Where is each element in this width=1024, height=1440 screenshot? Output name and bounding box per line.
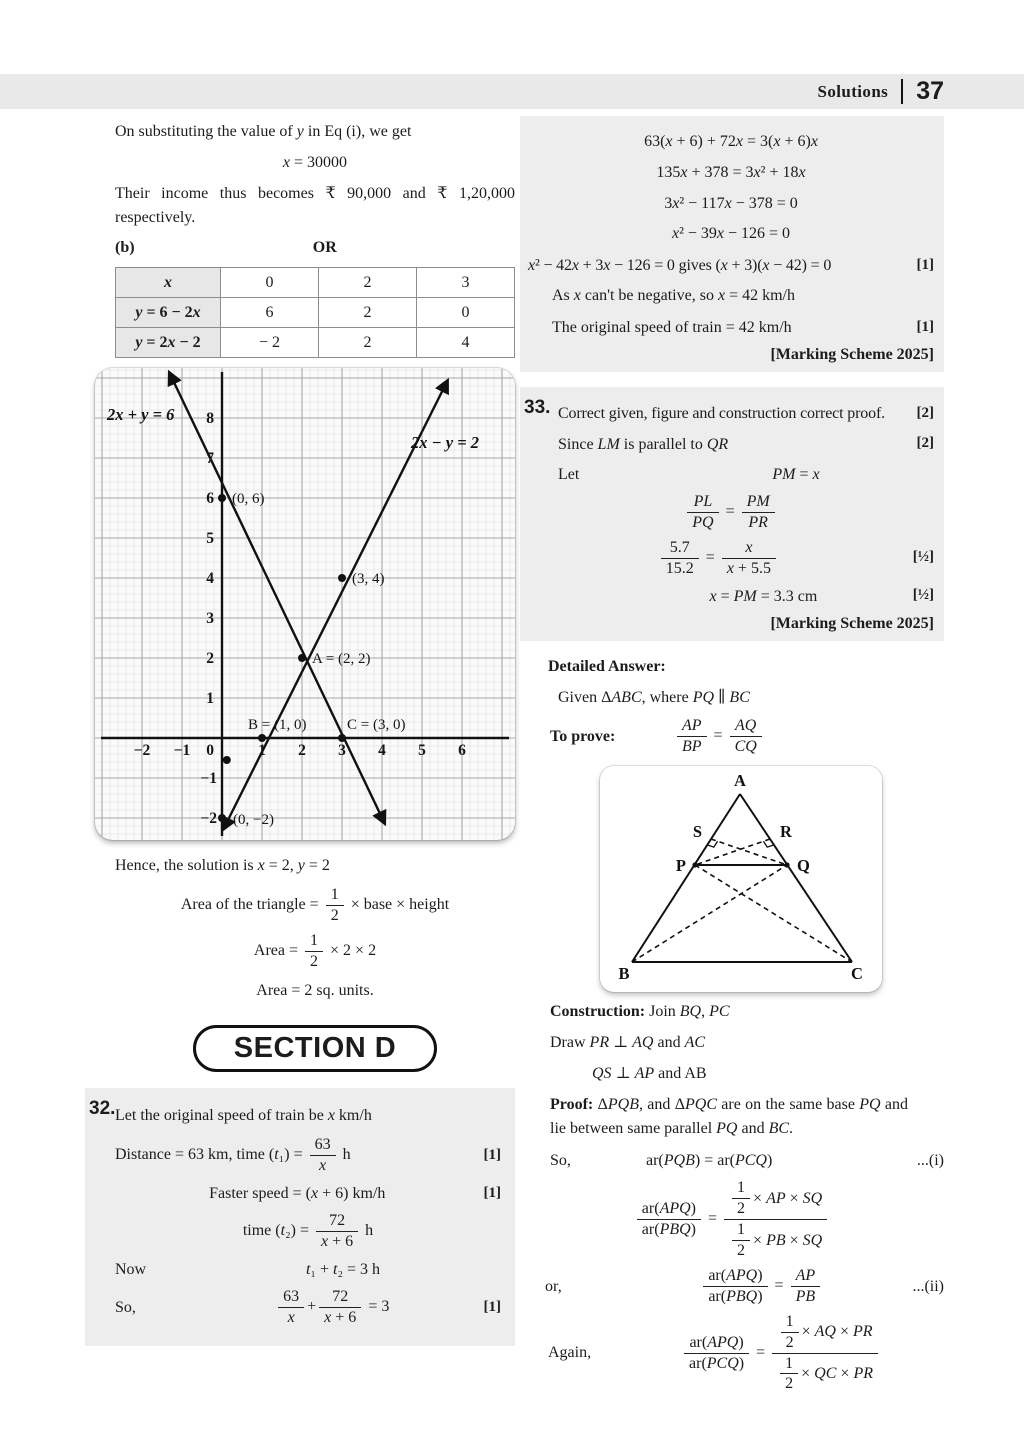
x-value-equation: x = 30000 — [282, 153, 348, 171]
mark-badge: [1] — [483, 1184, 501, 1201]
equation-tag: ...(i) — [916, 1152, 944, 1170]
svg-text:(3, 4): (3, 4) — [352, 571, 385, 588]
q33-let-row: Let PM = x — [528, 463, 934, 486]
svg-text:5: 5 — [206, 530, 214, 548]
q33-statement-row: Correct given, figure and construction correct proof. [2] — [528, 402, 934, 425]
svg-text:−1: −1 — [173, 742, 191, 760]
svg-text:−2: −2 — [200, 810, 217, 828]
q33-proportion-row: $\frac{PL}{PQ}$ = $\frac{PM}{PR}$ — [528, 493, 934, 532]
table-row — [116, 268, 515, 298]
svg-text:B: B — [618, 964, 630, 984]
question-32-continued-block — [520, 116, 944, 372]
area-value-rhs: × 2 × 2 — [326, 941, 377, 959]
or-label: or, — [545, 1277, 562, 1295]
proof-paragraph: Proof: ΔPQB, and ΔPQC are on the same base PQ and lie between same parallel PQ and BC. — [550, 1095, 908, 1138]
svg-text:S: S — [692, 822, 702, 842]
mark-badge: [1] — [483, 1298, 501, 1315]
svg-text:P: P — [675, 856, 686, 876]
value-cell: 6 — [221, 298, 319, 328]
q32-answer-row: The original speed of train = 42 km/h [1] — [528, 316, 934, 339]
q32-eq1: 63(x + 6) + 72x = 3(x + 6)x — [644, 133, 818, 150]
value-cell: 2 — [319, 298, 417, 328]
half-fraction: $\frac{1}{2}$ — [305, 932, 323, 971]
mark-badge: [1] — [916, 256, 934, 273]
detailed-answer-heading: Detailed Answer: — [548, 657, 666, 675]
row-header-cell: y = 2x − 2 — [116, 328, 221, 358]
area-formula-lhs: Area of the triangle = — [180, 896, 323, 914]
svg-text:5: 5 — [418, 742, 426, 760]
q33-parallel-row: Since LM is parallel to QR [2] — [528, 433, 934, 456]
q32-distance-row: Distance = 63 km, time (t₁) = $\frac{63}{x}$ h [1] — [115, 1136, 501, 1175]
q32-time2-row: time (t₂) = $\frac{72}{x + 6}$ h — [242, 1212, 374, 1251]
table-row — [116, 298, 515, 328]
value-cell: 0 — [417, 298, 515, 328]
q32-faster-speed-row: Faster speed = (x + 6) km/h [1] — [115, 1182, 501, 1205]
value-cell: 2 — [319, 268, 417, 298]
svg-text:2x + y = 6: 2x + y = 6 — [107, 405, 175, 425]
header-title: Solutions — [817, 81, 889, 101]
triangle-figure-card — [600, 766, 882, 992]
t2-fraction: $\frac{72}{x + 6}$ — [316, 1212, 358, 1251]
mark-badge: [2] — [916, 435, 934, 452]
svg-text:C: C — [851, 964, 863, 984]
to-prove-row: To prove: $\frac{AP}{BP}$ = $\frac{AQ}{CQ}$ — [520, 717, 944, 756]
q32-now-row: Now t₁ + t₂ = 3 h — [115, 1258, 501, 1281]
svg-text:1: 1 — [206, 690, 214, 708]
svg-text:4: 4 — [206, 570, 214, 588]
svg-text:−2: −2 — [133, 742, 151, 760]
mark-badge: [½] — [912, 549, 934, 566]
question-33-block — [520, 387, 944, 640]
construction-line: Construction: Join BQ, PC — [550, 1003, 730, 1021]
q33-result-row: x = PM = 3.3 cm [½] — [528, 585, 934, 608]
part-b-label: (b) — [115, 239, 135, 257]
hence-line: Hence, the solution is x = 2, y = 2 — [115, 857, 330, 875]
q32-statement: Let the original speed of train be x km/h — [115, 1107, 372, 1125]
page-number: 37 — [916, 77, 944, 105]
value-cell: 0 — [221, 268, 319, 298]
row-header-cell: y = 6 − 2x — [116, 298, 221, 328]
svg-text:B = (1, 0): B = (1, 0) — [248, 717, 307, 734]
construction-label: Construction: — [550, 1003, 646, 1021]
triangle-figure — [600, 766, 882, 992]
substitution-line: On substituting the value of y in Eq (i), we get — [115, 123, 412, 140]
value-cell: 3 — [417, 268, 515, 298]
table-row — [116, 328, 515, 358]
svg-text:(0, 6): (0, 6) — [232, 491, 265, 508]
part-b-row — [115, 239, 515, 257]
row-header-cell: x — [116, 268, 221, 298]
svg-text:2x − y = 2: 2x − y = 2 — [411, 433, 479, 453]
svg-text:6: 6 — [206, 490, 214, 508]
svg-text:A: A — [734, 771, 746, 791]
svg-text:A = (2, 2): A = (2, 2) — [312, 651, 371, 668]
proof-ratio-row-1: $\frac{\text{ar(APQ)}}{\text{ar(PBQ)}}$ = $\frac{1}{2}$ × AP × SQ $\frac{1}{2}$ × PB × SQ — [520, 1179, 944, 1260]
marking-scheme-note: [Marking Scheme 2025] — [770, 614, 934, 632]
header-divider — [901, 79, 903, 104]
svg-text:C = (3, 0): C = (3, 0) — [347, 717, 406, 734]
section-d-heading: SECTION D — [193, 1025, 437, 1072]
t1-fraction: $\frac{63}{x}$ — [310, 1136, 336, 1175]
given-line: Given ΔABC, where PQ ∥ BC — [558, 688, 750, 706]
question-32-block — [85, 1088, 515, 1346]
svg-text:7: 7 — [206, 450, 214, 468]
mark-badge: [1] — [916, 318, 934, 335]
draw-line-2: QS ⊥ AP and AB — [592, 1064, 707, 1082]
svg-text:2: 2 — [298, 742, 306, 760]
marking-scheme-note: [Marking Scheme 2025] — [770, 346, 934, 364]
mark-badge: [1] — [483, 1146, 501, 1163]
or-label: OR — [312, 239, 337, 257]
area-value-row — [115, 932, 515, 971]
value-cell: 2 — [319, 328, 417, 358]
svg-text:4: 4 — [378, 742, 386, 760]
mark-badge: [½] — [912, 587, 934, 604]
q32-so-row: So, $\frac{63}{x}$ + $\frac{72}{x + 6}$ = 3 [1] — [115, 1288, 501, 1327]
q32-eq3: 3x² − 117x − 378 = 0 — [664, 194, 798, 212]
half-fraction: $\frac{1}{2}$ — [326, 886, 344, 925]
svg-text:3: 3 — [338, 742, 346, 760]
q32-negative-note: As x can't be negative, so x = 42 km/h — [552, 287, 795, 305]
equation-tag: ...(ii) — [912, 1277, 944, 1295]
page-header-band — [0, 74, 1024, 109]
again-label: Again, — [548, 1344, 592, 1362]
to-prove-label: To prove: — [550, 728, 616, 746]
value-cell: − 2 — [221, 328, 319, 358]
so-label: So, — [115, 1299, 136, 1317]
area-formula-rhs: × base × height — [346, 896, 450, 914]
svg-text:1: 1 — [258, 742, 266, 760]
proof-ratio-row-2: or, $\frac{\text{ar(APQ)}}{\text{ar(PBQ)}}$ = $\frac{AP}{PB}$ ...(ii) — [545, 1266, 944, 1305]
area-result-line: Area = 2 sq. units. — [256, 981, 374, 999]
question-33-number: 33. — [524, 397, 551, 419]
svg-text:−1: −1 — [200, 770, 217, 788]
q33-ratio-row: $\frac{5.7}{15.2}$ = $\frac{x}{x + 5.5}$ [½] — [528, 539, 934, 578]
left-column — [89, 114, 515, 1346]
so-label: So, — [550, 1152, 571, 1170]
mark-badge: [2] — [916, 405, 934, 422]
svg-text:Q: Q — [797, 856, 810, 876]
proof-ratio-row-3: Again, $\frac{\text{ar(APQ)}}{\text{ar(PCQ)}}$ = $\frac{1}{2}$ × AQ × PR $\frac{1}{2}$ × QC × PR — [520, 1313, 944, 1394]
right-column — [520, 116, 944, 1400]
area-formula-row — [115, 886, 515, 925]
let-label: Let — [558, 465, 580, 483]
proof-so-row: So, ar(PQB) = ar(PCQ) ...(i) — [520, 1149, 944, 1172]
graph-plot — [95, 368, 515, 840]
svg-text:R: R — [780, 822, 792, 842]
svg-text:(0, −2): (0, −2) — [233, 812, 274, 829]
q32-eq4: x² − 39x − 126 = 0 — [671, 225, 791, 243]
area-value-lhs: Area = — [253, 941, 303, 959]
income-line: Their income thus becomes ₹ 90,000 and ₹ 1,20,000 respectively. — [115, 184, 515, 227]
svg-text:3: 3 — [206, 610, 214, 628]
now-label: Now — [115, 1261, 147, 1279]
proof-label: Proof: — [550, 1095, 594, 1113]
value-cell: 4 — [417, 328, 515, 358]
svg-text:6: 6 — [458, 742, 466, 760]
svg-text:0: 0 — [206, 742, 214, 760]
question-32-number: 32. — [89, 1098, 116, 1120]
values-table — [115, 267, 515, 358]
graph-card — [95, 368, 515, 840]
q32-eq2: 135x + 378 = 3x² + 18x — [656, 163, 806, 181]
svg-text:2: 2 — [206, 650, 214, 668]
draw-line-1: Draw PR ⊥ AQ and AC — [550, 1033, 706, 1051]
q32-factor-row: x² − 42x + 3x − 126 = 0 gives (x + 3)(x − 42) = 0 [1] — [528, 254, 934, 277]
svg-text:8: 8 — [206, 410, 214, 428]
